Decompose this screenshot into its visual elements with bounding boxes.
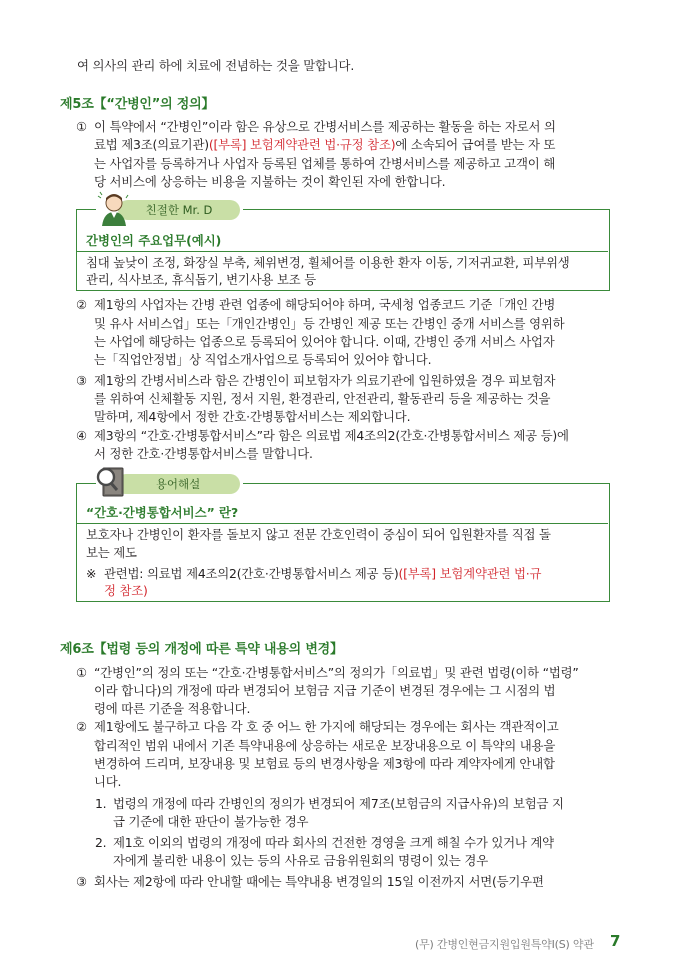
text-span: 에 소속되어 급여를 받는 자 또 [395,137,556,152]
box-text-line: 침대 높낮이 조정, 화장실 부축, 체위변경, 휠체어를 이용한 환자 이동, 기저귀교환, 피부위생 [86,255,570,270]
paragraph-number: ② [76,719,87,734]
text-line: 서 정한 간호·간병통합서비스를 말합니다. [94,446,313,461]
item-text-line: 급 기준에 대한 판단이 불가능한 경우 [113,814,309,829]
text-line: 는 사업자를 등록하거나 사업자 등록된 업체를 통하여 간병서비스를 제공하고 고객이 해 [94,156,556,171]
box-text-line: 보호자나 간병인이 환자를 돌보지 않고 전문 간호인력이 중심이 되어 입원환자를 직접 돌 [86,527,551,542]
article5-heading: 제5조【“간병인”의 정의】 [60,97,215,112]
text-line: 변경하여 드리며, 보장내용 및 보험료 등의 변경사항을 제3항에 따라 계약자에게 안내합 [94,756,555,771]
appendix-reference: 정 참조) [104,583,148,598]
text-line: 제1항의 간병서비스라 함은 간병인이 피보험자가 의료기관에 입원하였을 경우 피보험자 [94,373,556,388]
text-span: 관련법: 의료법 제4조의2(간호·간병통합서비스 제공 등) [104,566,399,581]
footer-title: (무) 간병인현금지원입원특약Ⅰ(S) 약관 [415,938,594,951]
text-line: 를 위하여 신체활동 지원, 정서 지원, 환경관리, 안전관리, 활동관리 등을 제공하는 것을 [94,391,551,406]
paragraph-number: ③ [76,373,87,388]
item-text-line: 자에게 불리한 내용이 있는 등의 사유로 금융위원회의 명령이 있는 경우 [113,853,488,868]
magnifier-book-icon [94,464,126,500]
paragraph-number: ② [76,297,87,312]
text-line: 당 서비스에 상응하는 비용을 지불하는 것이 확인된 자에 한합니다. [94,174,446,189]
box-title: 간병인의 주요업무(예시) [86,233,222,248]
article6-heading: 제6조【법령 등의 개정에 따른 특약 내용의 변경】 [60,642,343,657]
paragraph-number: ① [76,119,87,134]
appendix-reference: ([부록] 보험계약관련 법·규정 참조) [208,137,396,152]
box-divider [77,251,608,252]
text-line: 령에 따른 기준을 적용합니다. [94,701,251,716]
text-line: 는「직업안정법」상 직업소개사업으로 등록되어 있어야 합니다. [94,352,432,367]
paragraph-number: ① [76,665,87,680]
text-line: 회사는 제2항에 따라 안내할 때에는 특약내용 변경일의 15일 이전까지 서면(등기우편 [94,874,544,889]
box-text-line: 관리, 식사보조, 휴식돕기, 변기사용 보조 등 [86,272,316,287]
text-line: 는 사업에 해당하는 업종으로 등록되어 있어야 합니다. 이때, 간병인 중개 서비스 사업자 [94,334,555,349]
text-line: “간병인”의 정의 또는 “간호·간병통합서비스”의 정의가「의료법」및 관련 법령(이하 “법령” [94,665,579,680]
text-line: 합리적인 범위 내에서 기존 특약내용에 상응하는 새로운 보장내용으로 이 특약의 내용을 [94,738,556,753]
text-line: 이라 합니다)의 개정에 따라 변경되어 보험금 지급 기준이 변경된 경우에는 그 시점의 법 [94,683,556,698]
text-line: 이 특약에서 “간병인”이라 함은 유상으로 간병서비스를 제공하는 활동을 하는 자로서 의 [94,119,556,134]
mr-d-avatar-icon [96,190,132,228]
text-line [94,136,555,154]
text-line: 제1항에도 불구하고 다음 각 호 중 어느 한 가지에 해당되는 경우에는 회사는 객관적이고 [94,719,559,734]
box-title: “간호·간병통합서비스” 란? [86,505,239,520]
text-line: 니다. [94,774,122,789]
item-number: 1. [95,796,107,811]
glossary-badge: 용어해설 [116,474,240,494]
page-number: 7 [610,932,621,950]
text-line: 말하며, 제4항에서 정한 간호·간병통합서비스는 제외합니다. [94,409,411,424]
text-line: 제1항의 사업자는 간병 관련 업종에 해당되어야 하며, 국세청 업종코드 기준「개인 간병 [94,297,556,312]
text-line: 제3항의 “간호·간병통합서비스”라 함은 의료법 제4조의2(간호·간병통합서비스 제공 등)에 [94,428,569,443]
text-span: 료법 제3조(의료기관) [94,137,209,152]
item-text-line: 제1호 이외의 법령의 개정에 따라 회사의 건전한 경영을 크게 해칠 수가 있거나 계약 [113,835,554,850]
box-divider [77,523,608,524]
text-line: 및 유사 서비스업」또는「개인간병인」등 간병인 제공 또는 간병인 중개 서비스를 영위하 [94,316,565,331]
note-mark: ※ [86,566,97,581]
item-number: 2. [95,835,107,850]
paragraph-number: ③ [76,874,87,889]
appendix-reference: ([부록] 보험계약관련 법·규 [398,566,542,581]
mr-d-badge: 친절한 Mr. D [118,200,240,220]
box-note-line [104,565,541,583]
intro-line: 여 의사의 관리 하에 치료에 전념하는 것을 말합니다. [77,58,355,73]
item-text-line: 법령의 개정에 따라 간병인의 정의가 변경되어 제7조(보험금의 지급사유)의 보험금 지 [113,796,564,811]
paragraph-number: ④ [76,428,87,443]
box-text-line: 보는 제도 [86,545,137,560]
